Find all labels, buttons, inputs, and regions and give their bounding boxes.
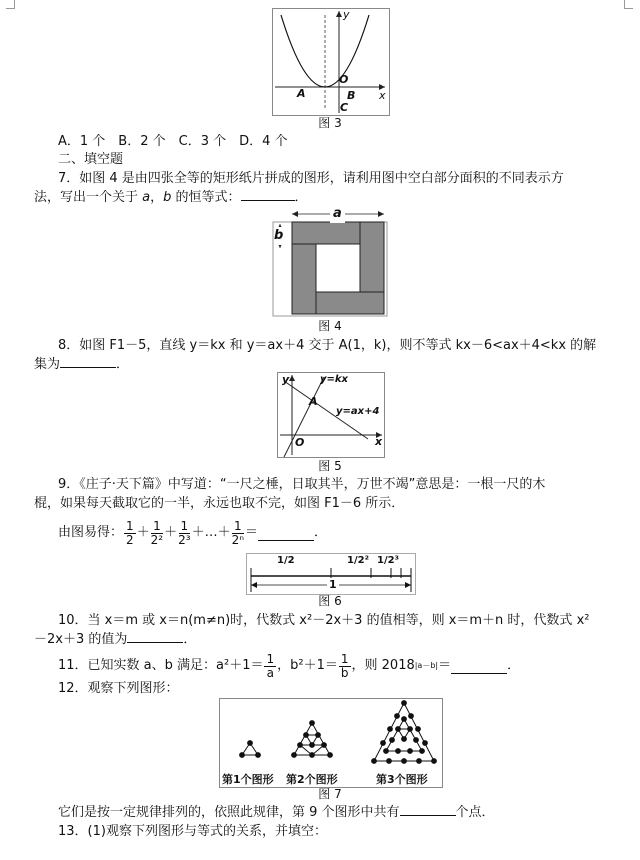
fig5-point-a: A xyxy=(309,395,318,408)
figure-3-parabola xyxy=(272,8,390,116)
fig3-x-label: x xyxy=(379,89,386,102)
fig6-label-eighth: 1/2³ xyxy=(377,555,399,566)
fig3-point-c: C xyxy=(340,101,349,114)
fig5-x-label: x xyxy=(375,435,383,448)
fig3-origin-label: O xyxy=(339,73,349,86)
q9-frac-2: $\frac{1}{\text{2²}}$ xyxy=(150,518,164,547)
q11-frac-b: $\frac{1}{b}$ xyxy=(340,651,349,680)
q9-frac-1: $\frac{1}{2}$ xyxy=(126,518,134,547)
q10-line2: －2x＋3 的值为 ． xyxy=(34,632,197,647)
fig5-line2-label: y=ax+4 xyxy=(336,406,380,417)
fig6-label-total: 1 xyxy=(329,578,337,591)
figure-4-caption: 图 4 xyxy=(318,319,342,333)
q11-exponent: |a－b| xyxy=(414,661,439,670)
q7-answer-blank[interactable] xyxy=(241,200,295,201)
figure-6-segments xyxy=(246,553,416,595)
q13-line1: 13．(1)观察下列图形与等式的关系，并填空： xyxy=(58,824,327,839)
fig3-y-label: y xyxy=(343,8,350,21)
figure-6-caption: 图 6 xyxy=(318,594,342,608)
fig6-label-half: 1/2 xyxy=(277,555,295,566)
fig5-y-label: y xyxy=(282,373,290,386)
q12-rule-line: 它们是按一定规律排列的，依照此规律，第 9 个图形中共有 个点． xyxy=(58,805,495,820)
fig5-origin-label: O xyxy=(295,436,305,449)
q10-answer-blank[interactable] xyxy=(127,642,183,643)
q7-line1: 7．如图 4 是由四张全等的矩形纸片拼成的图形，请利用图中空白部分面积的不同表示方 xyxy=(58,171,564,186)
q11-frac-a: $\frac{1}{a}$ xyxy=(266,651,275,680)
rectangles-diagram xyxy=(272,208,388,318)
fig7-label-3: 第3个图形 xyxy=(376,773,428,786)
fig4-a-label: a xyxy=(330,205,345,223)
answer-choices: A．1 个 B．2 个 C．3 个 D．4 个 xyxy=(58,134,288,149)
q9-line1: 9．《庄子·天下篇》中写道：“一尺之棰，日取其半，万世不竭”意思是：一根一尺的木 xyxy=(58,477,546,492)
fig3-point-b: B xyxy=(347,89,356,102)
q9-frac-3: $\frac{1}{\text{2³}}$ xyxy=(178,518,191,547)
fig5-line1-label: y=kx xyxy=(320,374,348,385)
figure-5-caption: 图 5 xyxy=(318,459,342,473)
fig6-label-quarter: 1/2² xyxy=(347,555,369,566)
page-corner-mark xyxy=(6,0,15,9)
parabola-graph xyxy=(273,9,389,115)
q9-line2: 棍，如果每天截取它的一半，永远也取不完，如图 F1－6 所示． xyxy=(34,496,405,511)
q8-answer-blank[interactable] xyxy=(60,367,116,368)
figure-7-triangles xyxy=(219,698,443,788)
q11-answer-blank[interactable] xyxy=(451,659,507,674)
q9-answer-blank[interactable] xyxy=(258,526,314,541)
fig7-label-1: 第1个图形 xyxy=(222,773,274,786)
page-corner-mark xyxy=(624,0,633,9)
figure-4-rectangles xyxy=(272,208,388,318)
q8-line2: 集为 ． xyxy=(34,357,130,372)
q11-formula: 11．已知实数 a、b 满足：a²＋1＝ $\frac{1}{a}$ ，b²＋1＝ $\frac{1}{b}$ ，则 2018 |a－b| ＝ ． xyxy=(58,651,521,680)
q7-line2: 法，写出一个关于 a，b 的恒等式： ． xyxy=(34,190,308,205)
q9-formula: 由图易得： $\frac{1}{2}$ ＋ $\frac{1}{\text{2²}}$ ＋ $\frac{1}{\text{2³}}$ ＋…＋ $\frac{1}{\text{2ⁿ}}$ ＝ ． xyxy=(58,518,328,547)
fig4-b-label: b xyxy=(274,228,284,243)
q12-line1: 12．观察下列图形： xyxy=(58,681,179,696)
figure-7-caption: 图 7 xyxy=(318,787,342,801)
fig7-label-2: 第2个图形 xyxy=(286,773,338,786)
q10-line1: 10．当 x＝m 或 x＝n(m≠n)时，代数式 x²－2x＋3 的值相等，则 x＝m＋n 时，代数式 x² xyxy=(58,613,590,628)
q12-answer-blank[interactable] xyxy=(400,815,456,816)
figure-5-lines xyxy=(277,372,385,458)
q8-line1: 8．如图 F1－5，直线 y＝kx 和 y＝ax＋4 交于 A(1，k)，则不等式 kx－6<ax＋4<kx 的解 xyxy=(58,338,597,353)
section-heading-fill-in: 二、填空题 xyxy=(58,152,124,167)
figure-3-caption: 图 3 xyxy=(318,116,342,130)
fig3-point-a: A xyxy=(297,87,306,100)
q9-frac-4: $\frac{1}{\text{2ⁿ}}$ xyxy=(231,518,245,547)
